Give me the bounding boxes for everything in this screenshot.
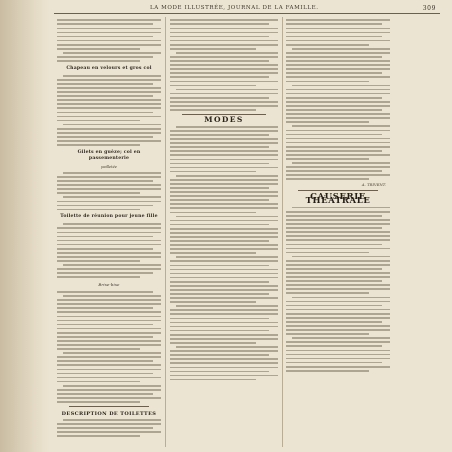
text-line	[176, 89, 278, 91]
text-line	[286, 44, 369, 46]
text-line	[170, 322, 278, 324]
text-line	[170, 358, 278, 360]
text-line	[286, 358, 390, 360]
text-line	[292, 337, 390, 339]
text-line	[57, 381, 140, 383]
text-line	[170, 85, 256, 87]
page-header	[0, 3, 452, 13]
text-line	[286, 219, 390, 221]
article-heading: Chapeau en velours et gros col	[66, 65, 152, 71]
text-line	[286, 23, 382, 25]
text-line	[57, 36, 153, 38]
text-line	[57, 44, 161, 46]
text-line	[57, 116, 161, 118]
text-line	[286, 321, 382, 323]
text-line	[170, 273, 278, 275]
text-line	[170, 379, 256, 381]
text-line	[57, 112, 153, 114]
text-line	[176, 216, 278, 218]
text-line	[57, 397, 161, 399]
text-line	[170, 154, 278, 156]
text-line	[286, 154, 390, 156]
text-line	[286, 64, 390, 66]
text-line	[292, 207, 390, 209]
text-line	[176, 256, 278, 258]
text-line	[57, 209, 140, 211]
text-line	[57, 389, 161, 391]
text-line	[286, 272, 390, 274]
text-line	[286, 309, 390, 311]
text-line	[170, 260, 278, 262]
section-title: CAUSERIE THÉATRALE	[305, 191, 371, 206]
text-line	[286, 239, 390, 241]
text-line	[57, 256, 161, 258]
text-line	[286, 19, 390, 21]
text-line	[176, 305, 278, 307]
text-line	[57, 56, 153, 58]
text-line	[170, 371, 269, 373]
text-line	[170, 220, 278, 222]
text-line	[286, 146, 390, 148]
text-line	[286, 101, 390, 103]
text-line	[57, 232, 161, 234]
article-subheading: pailletée	[101, 164, 117, 169]
text-line	[57, 336, 153, 338]
text-line	[170, 167, 278, 169]
text-line	[286, 341, 390, 343]
text-line	[286, 370, 369, 372]
text-line	[292, 48, 390, 50]
text-line	[170, 265, 269, 267]
text-line	[57, 95, 153, 97]
text-line	[170, 232, 278, 234]
text-line	[63, 385, 161, 387]
text-line	[170, 301, 256, 303]
text-line	[57, 60, 140, 62]
text-line	[286, 248, 390, 250]
text-line	[286, 276, 390, 278]
text-line	[286, 130, 390, 132]
text-line	[286, 93, 390, 95]
text-line	[170, 224, 269, 226]
text-line	[57, 272, 153, 274]
text-line	[57, 369, 161, 371]
text-line	[286, 354, 390, 356]
text-line	[170, 203, 278, 205]
text-line	[170, 40, 278, 42]
text-line	[63, 223, 161, 225]
text-line	[170, 44, 278, 46]
text-line	[57, 227, 161, 229]
text-line	[57, 79, 161, 81]
section-rule	[298, 190, 378, 191]
text-line	[170, 101, 278, 103]
text-line	[170, 330, 269, 332]
text-line	[57, 360, 153, 362]
text-line	[292, 297, 390, 299]
text-line	[292, 125, 390, 127]
text-line	[57, 136, 153, 138]
text-line	[57, 205, 153, 207]
text-line	[170, 36, 269, 38]
text-line	[286, 134, 382, 136]
text-line	[170, 285, 278, 287]
text-line	[286, 227, 382, 229]
text-line	[286, 72, 382, 74]
text-line	[170, 76, 269, 78]
text-line	[286, 215, 382, 217]
text-line	[170, 199, 269, 201]
text-line	[57, 240, 161, 242]
text-line	[170, 362, 278, 364]
text-line	[286, 305, 382, 307]
text-line	[63, 124, 161, 126]
section-rule	[69, 406, 149, 407]
text-line	[57, 303, 161, 305]
text-line	[57, 311, 161, 313]
text-line	[57, 328, 161, 330]
text-line	[170, 64, 278, 66]
text-line	[63, 295, 161, 297]
text-line	[170, 367, 278, 369]
text-line	[286, 121, 369, 123]
section-title: MODES	[204, 114, 244, 124]
text-line	[286, 329, 390, 331]
text-line	[57, 268, 161, 270]
text-line	[286, 76, 390, 78]
text-line	[57, 192, 140, 194]
text-line	[286, 231, 390, 233]
text-line	[286, 313, 390, 315]
text-line	[63, 352, 161, 354]
text-line	[170, 48, 256, 50]
text-line	[57, 19, 161, 21]
text-line	[286, 56, 382, 58]
text-line	[170, 191, 278, 193]
text-line	[57, 144, 140, 146]
text-line	[170, 32, 278, 34]
text-line	[176, 175, 278, 177]
text-line	[286, 174, 390, 176]
text-line	[170, 97, 269, 99]
text-line	[286, 113, 390, 115]
text-line	[286, 284, 390, 286]
text-line	[286, 345, 382, 347]
text-line	[57, 28, 161, 30]
text-line	[170, 171, 256, 173]
text-line	[286, 264, 390, 266]
text-line	[286, 105, 390, 107]
text-line	[63, 75, 161, 77]
text-line	[286, 36, 382, 38]
text-line	[170, 130, 278, 132]
text-line	[57, 260, 140, 262]
text-line	[57, 291, 153, 293]
text-line	[57, 423, 161, 425]
text-line	[170, 142, 278, 144]
text-line	[170, 342, 256, 344]
text-line	[170, 163, 269, 165]
column-3	[286, 17, 390, 452]
text-line	[170, 105, 278, 107]
text-line	[57, 103, 161, 105]
text-line	[170, 68, 278, 70]
text-line	[170, 138, 278, 140]
text-line	[286, 366, 390, 368]
text-line	[286, 32, 390, 34]
text-line	[286, 244, 382, 246]
text-line	[170, 109, 256, 111]
text-line	[57, 32, 161, 34]
text-line	[57, 344, 161, 346]
text-line	[170, 326, 278, 328]
text-line	[170, 207, 278, 209]
text-line	[170, 146, 269, 148]
text-line	[286, 150, 382, 152]
column-2	[170, 17, 278, 452]
text-line	[170, 350, 278, 352]
text-line	[170, 338, 278, 340]
text-line	[170, 334, 278, 336]
text-line	[57, 128, 161, 130]
text-line	[170, 72, 278, 74]
column-separator	[165, 17, 166, 447]
text-line	[57, 184, 161, 186]
text-line	[292, 256, 390, 258]
column-1	[57, 17, 161, 452]
text-line	[170, 195, 278, 197]
text-line	[170, 60, 269, 62]
text-line	[63, 264, 161, 266]
text-line	[57, 299, 161, 301]
text-line	[292, 85, 390, 87]
text-line	[170, 313, 278, 315]
text-line	[286, 166, 390, 168]
text-line	[170, 159, 278, 161]
text-line	[170, 28, 278, 30]
text-line	[286, 288, 390, 290]
text-line	[57, 377, 161, 379]
header-rule	[54, 13, 440, 14]
text-line	[63, 196, 161, 198]
text-line	[57, 307, 153, 309]
text-line	[286, 252, 369, 254]
text-line	[170, 297, 278, 299]
text-line	[170, 93, 278, 95]
text-line	[286, 138, 390, 140]
text-line	[170, 187, 269, 189]
text-line	[170, 318, 269, 320]
text-line	[57, 252, 161, 254]
text-line	[170, 212, 256, 214]
text-line	[57, 332, 161, 334]
text-line	[63, 172, 161, 174]
text-line	[57, 140, 161, 142]
text-line	[57, 276, 140, 278]
text-line	[170, 281, 269, 283]
text-line	[170, 269, 278, 271]
text-line	[170, 240, 269, 242]
text-line	[57, 23, 153, 25]
text-line	[170, 150, 278, 152]
text-line	[57, 393, 153, 395]
text-line	[286, 178, 369, 180]
text-line	[292, 162, 390, 164]
text-line	[170, 134, 269, 136]
text-line	[57, 132, 161, 134]
text-line	[57, 244, 161, 246]
text-line	[63, 52, 161, 54]
text-line	[286, 60, 390, 62]
text-line	[170, 56, 278, 58]
text-line	[57, 87, 161, 89]
text-line	[57, 40, 161, 42]
text-line	[170, 252, 256, 254]
text-line	[57, 48, 140, 50]
text-line	[57, 435, 140, 437]
text-line	[286, 223, 390, 225]
text-line	[286, 292, 369, 294]
text-line	[176, 346, 278, 348]
text-line	[286, 325, 390, 327]
text-line	[170, 228, 278, 230]
text-line	[286, 68, 390, 70]
text-line	[57, 99, 161, 101]
text-line	[170, 293, 269, 295]
text-line	[170, 81, 278, 83]
text-line	[57, 431, 161, 433]
article-heading: Toilette de réunion pour jeune fille	[60, 214, 158, 220]
page-binding-shadow	[0, 0, 50, 452]
text-line	[286, 40, 390, 42]
running-title: LA MODE ILLUSTRÉE, JOURNAL DE LA FAMILLE.	[150, 5, 319, 11]
text-line	[286, 333, 369, 335]
text-line	[286, 81, 369, 83]
text-line	[286, 89, 390, 91]
text-line	[286, 117, 390, 119]
text-line	[57, 176, 161, 178]
text-line	[57, 320, 161, 322]
text-line	[57, 373, 153, 375]
text-line	[57, 401, 140, 403]
text-line	[170, 375, 278, 377]
text-line	[286, 142, 390, 144]
text-line	[286, 97, 382, 99]
text-line	[57, 107, 161, 109]
text-line	[286, 28, 390, 30]
text-line	[286, 235, 390, 237]
text-line	[286, 260, 390, 262]
section-title: DESCRIPTION DE TOILETTES	[61, 410, 157, 417]
text-line	[57, 188, 161, 190]
column-separator	[282, 17, 283, 447]
text-line	[57, 356, 161, 358]
text-line	[57, 248, 153, 250]
text-line	[286, 362, 382, 364]
text-line	[286, 268, 382, 270]
text-line	[170, 354, 269, 356]
text-line	[286, 301, 390, 303]
text-line	[57, 364, 161, 366]
text-line	[170, 277, 278, 279]
text-line	[57, 324, 153, 326]
text-line	[57, 91, 161, 93]
text-line	[63, 419, 161, 421]
text-line	[286, 211, 390, 213]
text-line	[170, 179, 278, 181]
text-line	[286, 170, 382, 172]
text-line	[170, 309, 278, 311]
article-heading: Brise-bise	[98, 282, 120, 288]
text-line	[57, 340, 161, 342]
text-line	[170, 236, 278, 238]
text-line	[286, 52, 390, 54]
page-number: 309	[422, 5, 436, 12]
text-line	[176, 52, 278, 54]
text-line	[57, 348, 140, 350]
text-line	[176, 126, 278, 128]
text-line	[170, 244, 278, 246]
text-line	[170, 23, 269, 25]
text-line	[57, 427, 153, 429]
text-line	[286, 158, 369, 160]
text-line	[286, 280, 382, 282]
text-line	[286, 317, 390, 319]
text-line	[57, 316, 161, 318]
text-line	[57, 236, 153, 238]
article-heading: Gilets en guèze; col en passementerie	[77, 149, 141, 161]
text-line	[170, 289, 278, 291]
text-line	[57, 120, 140, 122]
text-line	[57, 180, 153, 182]
text-line	[170, 183, 278, 185]
text-line	[286, 350, 390, 352]
text-line	[170, 248, 278, 250]
text-line	[286, 109, 382, 111]
text-line	[57, 201, 161, 203]
article-signature: A. TRIVENT.	[361, 181, 386, 187]
text-line	[170, 19, 278, 21]
text-line	[57, 83, 153, 85]
